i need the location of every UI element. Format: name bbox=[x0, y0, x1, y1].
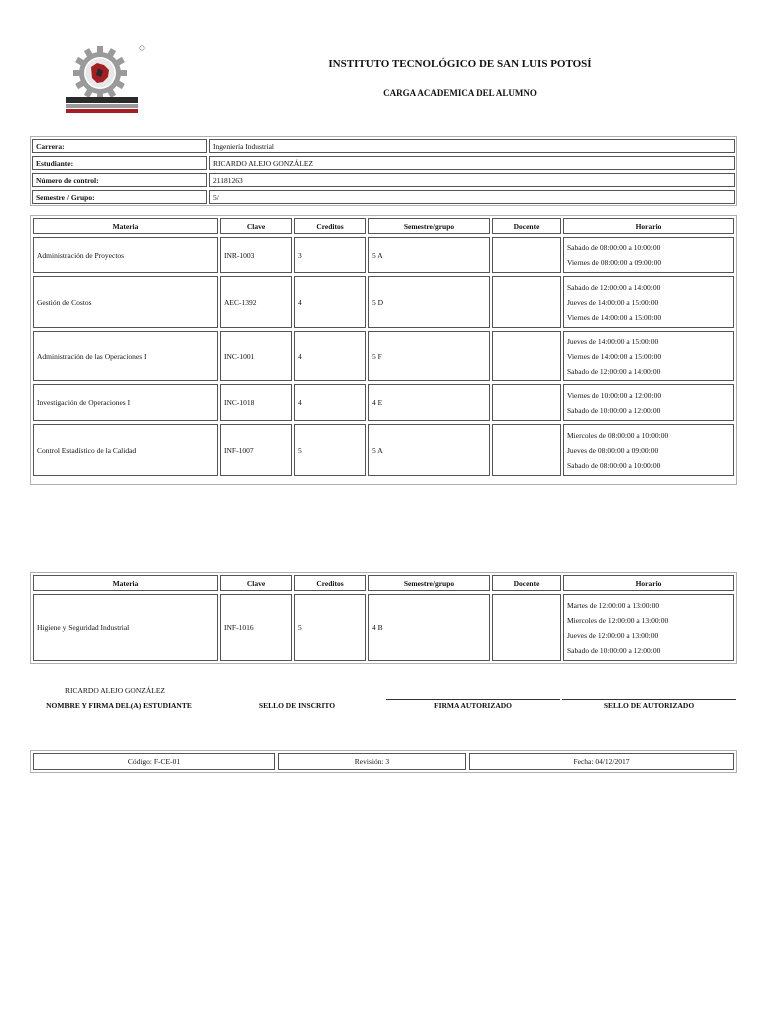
table-row-2-horario bbox=[563, 276, 734, 328]
table-row-4-creditos: 4 bbox=[294, 384, 366, 421]
horario-entry: Miercoles de 12:00:00 a 13:00:00 bbox=[567, 615, 669, 625]
table-row-3-materia: Administración de las Operaciones I bbox=[33, 331, 218, 381]
table-row-4-clave: INC-1018 bbox=[220, 384, 292, 421]
table-row-5-materia: Control Estadístico de la Calidad bbox=[33, 424, 218, 476]
col-header-materia: Materia bbox=[33, 218, 218, 234]
student-name-signature: RICARDO ALEJO GONZÁLEZ bbox=[65, 686, 165, 695]
table-row-2-grupo: 5 D bbox=[368, 276, 490, 328]
page-subtitle: CARGA ACADEMICA DEL ALUMNO bbox=[383, 88, 537, 98]
carrera-value: Ingeniería Industrial bbox=[209, 139, 735, 153]
horario-entry: Viernes de 08:00:00 a 09:00:00 bbox=[567, 258, 662, 267]
extra-row-1-creditos: 5 bbox=[294, 594, 366, 661]
table-row-4-materia: Investigación de Operaciones I bbox=[33, 384, 218, 421]
signature-line bbox=[562, 699, 736, 700]
extra-row-1-docente bbox=[492, 594, 561, 661]
table-row-3-horario bbox=[563, 331, 734, 381]
horario-entry: Jueves de 14:00:00 a 15:00:00 bbox=[567, 297, 659, 307]
horario-entry: Jueves de 12:00:00 a 13:00:00 bbox=[567, 630, 659, 640]
horario-entry: Martes de 12:00:00 a 13:00:00 bbox=[567, 600, 660, 610]
horario-entry: Sabado de 08:00:00 a 10:00:00 bbox=[567, 460, 661, 470]
horario-entry: Viernes de 14:00:00 a 15:00:00 bbox=[567, 312, 662, 322]
footer-revision: Revisión: 3 bbox=[278, 753, 466, 770]
estudiante-label: Estudiante: bbox=[32, 156, 207, 170]
table-row-4-docente bbox=[492, 384, 561, 421]
table-row-5-docente bbox=[492, 424, 561, 476]
numero-control-label: Número de control: bbox=[32, 173, 207, 187]
table-row-1-creditos: 3 bbox=[294, 237, 366, 273]
table-row-1-grupo: 5 A bbox=[368, 237, 490, 273]
table-row-5-creditos: 5 bbox=[294, 424, 366, 476]
col-header-docente: Docente bbox=[492, 575, 561, 591]
horario-entry: Sabado de 12:00:00 a 14:00:00 bbox=[567, 366, 661, 376]
table-row-4-horario bbox=[563, 384, 734, 421]
table-row-3-grupo: 5 F bbox=[368, 331, 490, 381]
horario-entry: Sabado de 10:00:00 a 12:00:00 bbox=[567, 405, 661, 415]
horario-entry: Jueves de 08:00:00 a 09:00:00 bbox=[567, 445, 659, 455]
horario-entry: Sabado de 10:00:00 a 12:00:00 bbox=[567, 645, 661, 655]
signature-line bbox=[386, 699, 560, 700]
table-row-2-materia: Gestión de Costos bbox=[33, 276, 218, 328]
col-header-semestre-grupo: Semestre/grupo bbox=[368, 575, 490, 591]
col-header-horario: Horario bbox=[563, 218, 734, 234]
extra-row-1-grupo: 4 B bbox=[368, 594, 490, 661]
estudiante-value: RICARDO ALEJO GONZÁLEZ bbox=[209, 156, 735, 170]
signature-label-firma-autorizado: FIRMA AUTORIZADO bbox=[434, 701, 512, 710]
horario-entry: Viernes de 14:00:00 a 15:00:00 bbox=[567, 351, 662, 361]
col-header-materia: Materia bbox=[33, 575, 218, 591]
col-header-horario: Horario bbox=[563, 575, 734, 591]
extra-row-1-horario bbox=[563, 594, 734, 661]
numero-control-value: 21181263 bbox=[209, 173, 735, 187]
carrera-label: Carrera: bbox=[32, 139, 207, 153]
table-row-5-clave: INF-1007 bbox=[220, 424, 292, 476]
table-row-1-clave: INR-1003 bbox=[220, 237, 292, 273]
col-header-creditos: Creditos bbox=[294, 575, 366, 591]
col-header-semestre-grupo: Semestre/grupo bbox=[368, 218, 490, 234]
col-header-clave: Clave bbox=[220, 218, 292, 234]
table-row-5-grupo: 5 A bbox=[368, 424, 490, 476]
page-title: INSTITUTO TECNOLÓGICO DE SAN LUIS POTOSÍ bbox=[328, 58, 592, 70]
horario-entry: Sabado de 12:00:00 a 14:00:00 bbox=[567, 282, 661, 292]
extra-row-1-clave: INF-1016 bbox=[220, 594, 292, 661]
institute-logo bbox=[62, 42, 148, 116]
col-header-creditos: Creditos bbox=[294, 218, 366, 234]
table-row-2-docente bbox=[492, 276, 561, 328]
horario-entry: Jueves de 14:00:00 a 15:00:00 bbox=[567, 336, 659, 346]
signature-label-student: NOMBRE Y FIRMA DEL(A) ESTUDIANTE bbox=[46, 701, 192, 710]
table-row-1-docente bbox=[492, 237, 561, 273]
footer-fecha: Fecha: 04/12/2017 bbox=[469, 753, 734, 770]
semestre-grupo-value: 5/ bbox=[209, 190, 735, 204]
table-row-3-creditos: 4 bbox=[294, 331, 366, 381]
table-row-2-creditos: 4 bbox=[294, 276, 366, 328]
col-header-docente: Docente bbox=[492, 218, 561, 234]
col-header-clave: Clave bbox=[220, 575, 292, 591]
table-row-5-horario bbox=[563, 424, 734, 476]
table-row-1-materia: Administración de Proyectos bbox=[33, 237, 218, 273]
horario-entry: Viernes de 10:00:00 a 12:00:00 bbox=[567, 390, 662, 400]
extra-row-1-materia: Higiene y Seguridad Industrial bbox=[33, 594, 218, 661]
table-row-4-grupo: 4 E bbox=[368, 384, 490, 421]
table-row-2-clave: AEC-1392 bbox=[220, 276, 292, 328]
table-row-3-docente bbox=[492, 331, 561, 381]
signature-label-sello-autorizado: SELLO DE AUTORIZADO bbox=[603, 701, 695, 710]
footer-codigo: Código: F-CE-01 bbox=[33, 753, 275, 770]
horario-entry: Sabado de 08:00:00 a 10:00:00 bbox=[567, 243, 661, 252]
horario-entry: Miercoles de 08:00:00 a 10:00:00 bbox=[567, 430, 669, 440]
signature-label-sello-inscrito: SELLO DE INSCRITO bbox=[258, 701, 336, 710]
semestre-grupo-label: Semestre / Grupo: bbox=[32, 190, 207, 204]
table-row-3-clave: INC-1001 bbox=[220, 331, 292, 381]
table-row-1-horario bbox=[563, 237, 734, 273]
